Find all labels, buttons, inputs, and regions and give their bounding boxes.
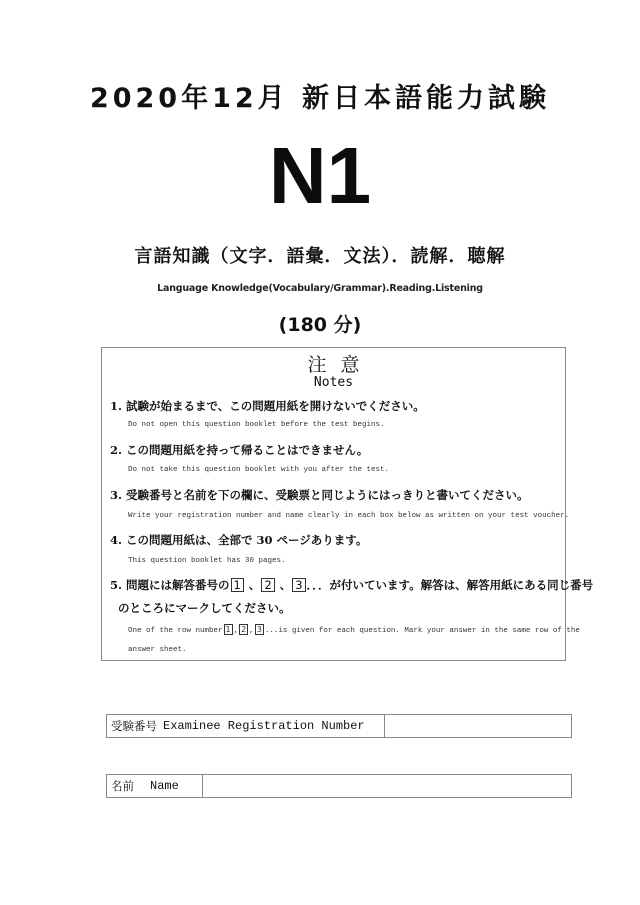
separator: 、 — [244, 578, 261, 592]
note-5-jp-line2: のところにマークしてください。 — [118, 601, 291, 615]
name-label-jp: 名前 — [111, 779, 134, 793]
notes-title-en: Notes — [313, 375, 354, 390]
note-2-en: Do not take this question booklet with you after the test. — [128, 466, 390, 474]
name-field[interactable] — [203, 775, 571, 797]
exam-sections-jp: 言語知識（文字．語彙．文法）．読解．聴解 — [134, 246, 506, 267]
exam-sections-en: Language Knowledge(Vocabulary/Grammar).Reading.Listening — [157, 283, 483, 294]
exam-duration: (180 分) — [278, 314, 362, 336]
note-5-prefix: 5. 問題には解答番号の — [110, 578, 230, 592]
note-3-en: Write your registration number and name clearly in each box below as written on your test voucher. — [128, 512, 570, 520]
answer-number-box-1: 1 — [225, 625, 231, 634]
name-label-en: Name — [150, 779, 179, 793]
note-2-jp: 2. この問題用紙を持って帰ることはできません。 — [110, 443, 369, 457]
name-row — [106, 774, 572, 798]
answer-number-box-2: 2 — [241, 625, 247, 634]
answer-number-box-3: 3 — [292, 578, 305, 592]
separator: 、 — [275, 578, 292, 592]
note-1-en: Do not open this question booklet before the test begins. — [128, 421, 385, 429]
notes-title-jp: 注意 — [307, 354, 374, 376]
answer-number-box-2: 2 — [261, 578, 274, 592]
registration-number-row — [106, 714, 572, 738]
name-label — [107, 775, 203, 797]
note-5-en: One of the row number 1 , 2 , 3 ...is given for each question. Mark your answer in the same row of the — [128, 625, 580, 635]
note-4-jp: 4. この問題用紙は、全部で 30 ページあります。 — [110, 533, 368, 547]
registration-label-jp: 受験番号 — [111, 719, 157, 733]
note-5-en-prefix: One of the row number — [128, 627, 223, 635]
note-1-jp: 1. 試験が始まるまで、この問題用紙を開けないでください。 — [110, 399, 425, 413]
registration-number-label — [107, 715, 385, 737]
answer-number-box-1: 1 — [231, 578, 244, 592]
registration-label-en: Examinee Registration Number — [163, 719, 365, 733]
exam-level: N1 — [268, 131, 372, 220]
exam-title: 2020年12月 新日本語能力試験 — [89, 83, 551, 114]
note-5-suffix: ．．．が付いています。解答は、解答用紙にある同じ番号 — [306, 578, 594, 592]
registration-number-field[interactable] — [385, 715, 571, 737]
note-5-en-suffix: ...is given for each question. Mark your answer in the same row of the — [264, 627, 580, 635]
notes-box — [101, 347, 594, 661]
answer-number-box-3: 3 — [256, 625, 262, 634]
note-5-en-line2: answer sheet. — [128, 646, 187, 654]
note-4-en: This question booklet has 30 pages. — [128, 557, 286, 565]
note-3-jp: 3. 受験番号と名前を下の欄に、受験票と同じようにはっきりと書いてください。 — [110, 488, 529, 502]
note-5-jp — [110, 577, 593, 593]
